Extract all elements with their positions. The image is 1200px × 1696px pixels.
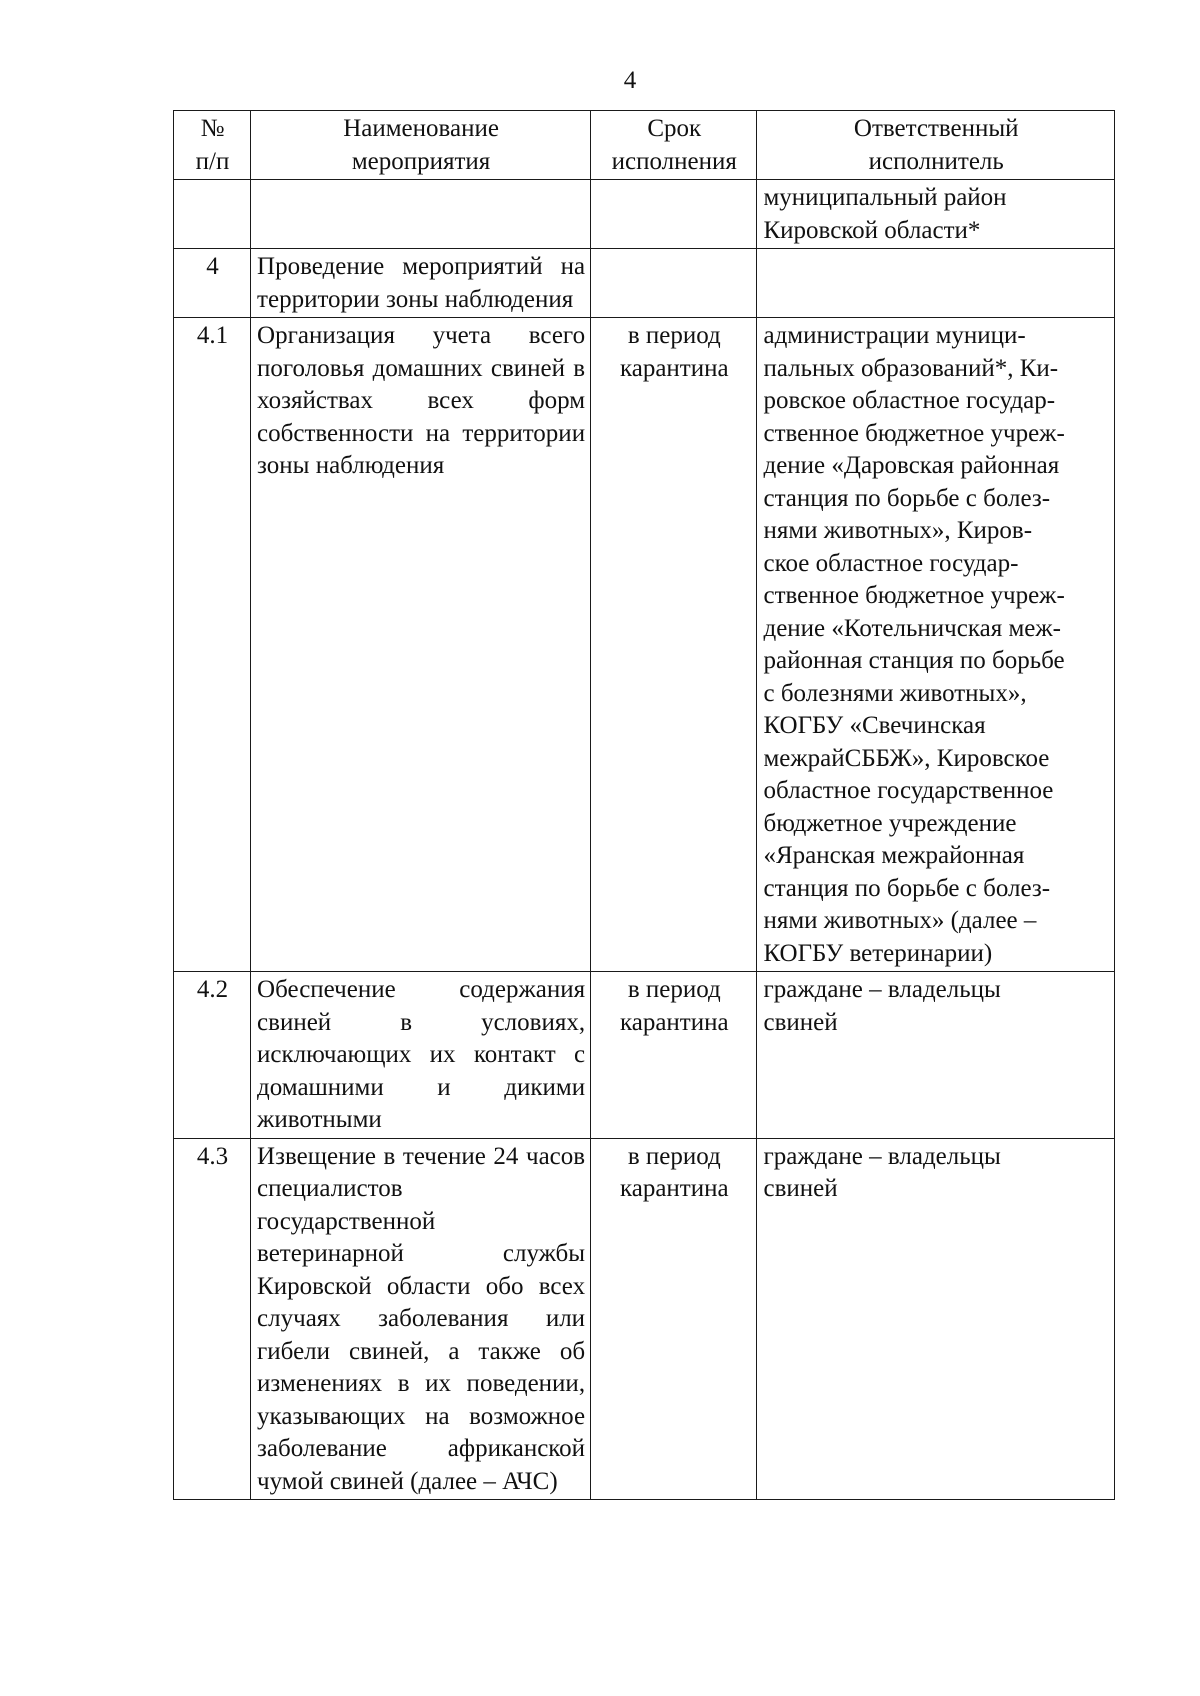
header-name: Наименование мероприятия bbox=[251, 111, 591, 180]
page-number: 4 bbox=[623, 67, 637, 94]
measure-responsible bbox=[757, 249, 1115, 318]
table-row bbox=[174, 318, 1115, 972]
row-number: 4.2 bbox=[174, 972, 251, 1139]
table-row bbox=[174, 972, 1115, 1139]
measure-responsible: граждане – владельцы свиней bbox=[757, 972, 1115, 1139]
measure-name: Организация учета всего поголовья домашних свиней в хозяйствах всех форм собственности на территории зоны наблюдения bbox=[251, 318, 591, 972]
measures-table bbox=[173, 110, 1115, 1500]
header-responsible: Ответственный исполнитель bbox=[757, 111, 1115, 180]
measure-responsible: муниципальный район Кировской области* bbox=[757, 180, 1115, 249]
measure-name: Обеспечение содержания свиней в условиях, исключающих их контакт с домашними и дикими животными bbox=[251, 972, 591, 1139]
measure-term bbox=[591, 180, 757, 249]
measure-term: в период карантина bbox=[591, 972, 757, 1139]
measure-term: в период карантина bbox=[591, 318, 757, 972]
measure-name: Извещение в течение 24 часов специалистов государственной ветеринарной службы Кировской области обо всех случаях заболевания или гибели свиней, а также об изменениях в их поведении, указывающих на возможное заболевание африканской чумой свиней (далее – АЧС) bbox=[251, 1138, 591, 1500]
table-header-row bbox=[174, 111, 1115, 180]
measure-name bbox=[251, 180, 591, 249]
measure-responsible: граждане – владельцы свиней bbox=[757, 1138, 1115, 1500]
measure-term bbox=[591, 249, 757, 318]
measure-term: в период карантина bbox=[591, 1138, 757, 1500]
table-row bbox=[174, 249, 1115, 318]
header-num: № п/п bbox=[174, 111, 251, 180]
table-row bbox=[174, 180, 1115, 249]
row-number: 4.3 bbox=[174, 1138, 251, 1500]
header-term: Срок исполнения bbox=[591, 111, 757, 180]
measure-responsible: администрации муници- пальных образований*, Ки- ровское областное государ- ственное бюджетное учреж- дение «Даровская районная станция по борьбе с болез- нями животных», Киров- ское областное государ- ственное бюджетное учреж- дение «Котельничская меж- районная станция по борьбе с болезнями животных», КОГБУ «Свечинская межрайСББЖ», Кировское областное государственное бюджетное учреждение «Яранская межрайонная станция по борьбе с болез- нями животных» (далее – КОГБУ ветеринарии) bbox=[757, 318, 1115, 972]
row-number: 4 bbox=[174, 249, 251, 318]
table-row bbox=[174, 1138, 1115, 1500]
measure-name: Проведение мероприятий на территории зоны наблюдения bbox=[251, 249, 591, 318]
row-number bbox=[174, 180, 251, 249]
row-number: 4.1 bbox=[174, 318, 251, 972]
